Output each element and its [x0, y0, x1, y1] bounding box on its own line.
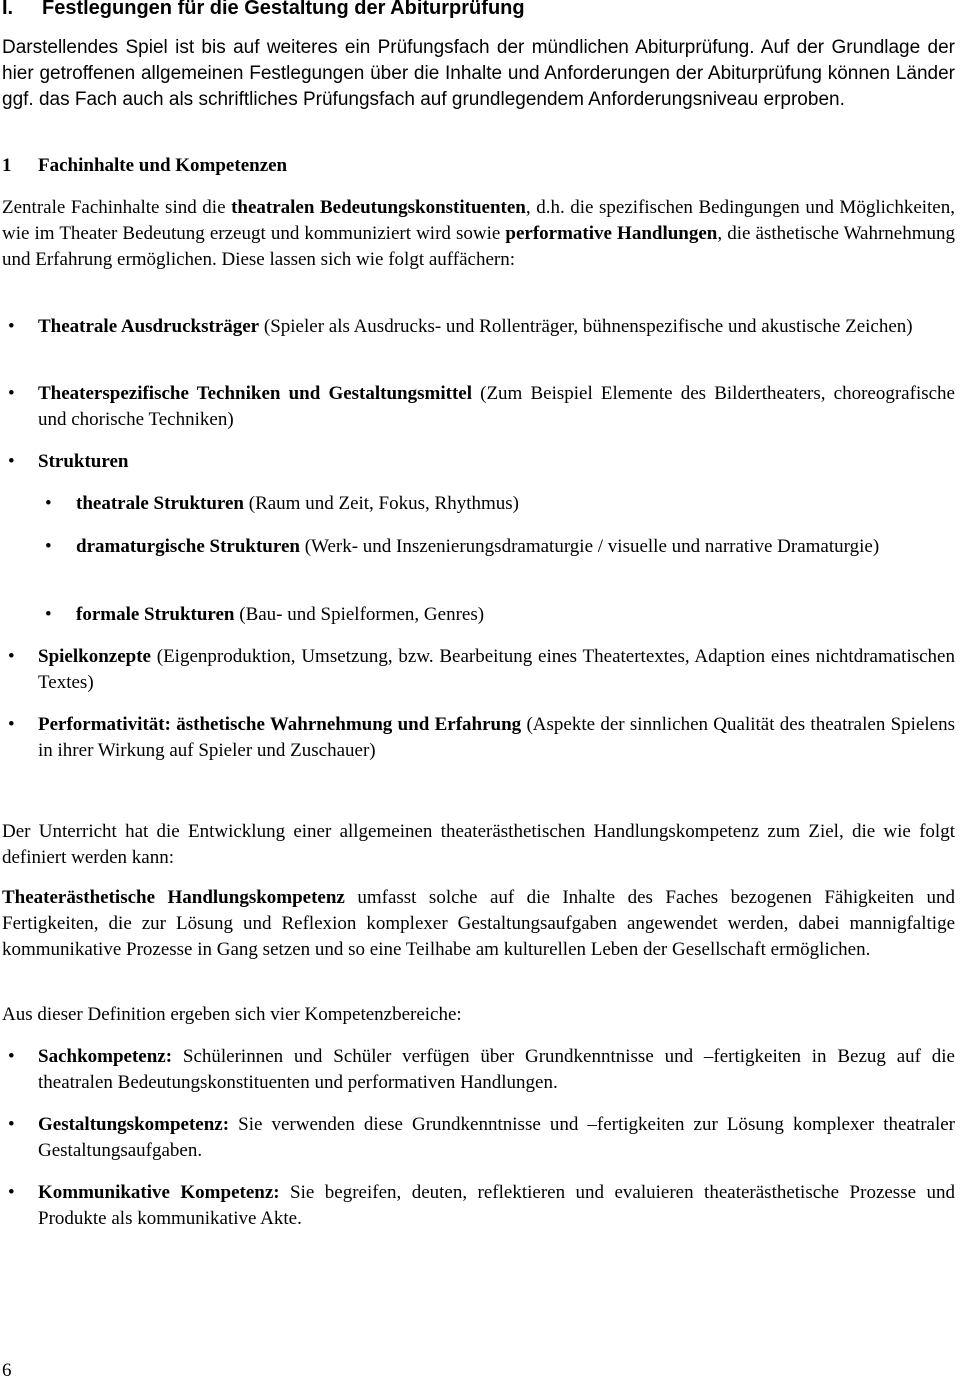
content-paragraph: Zentrale Fachinhalte sind die theatralen Bedeutungskonstituenten, d.h. die spezifischen Bedingungen und Möglichkeiten, wie im Theater Bedeutung erzeugt und kommuniziert wird sowie performative Handlungen, die ästhetische Wahrnehmung und Erfahrung ermöglichen. Diese lassen sich wie folgt auffächern:: [2, 197, 956, 270]
list-item: • Strukturen: [38, 449, 955, 475]
list-item: • Theatrale Ausdrucksträger (Spieler als Ausdrucks- und Rollenträger, bühnenspezifische und akustische Zeichen): [38, 314, 955, 340]
bullet-icon: •: [8, 383, 15, 404]
bullet-icon: •: [45, 536, 52, 557]
bullet-icon: •: [8, 714, 15, 735]
bullet-icon: •: [8, 646, 15, 667]
list-item: • Spielkonzepte (Eigenproduktion, Umsetzung, bzw. Bearbeitung eines Theatertextes, Adaption eines nichtdramatischen Textes): [8, 646, 955, 693]
bullet-icon: •: [8, 316, 15, 337]
bullet-icon: •: [45, 493, 52, 514]
list-item: • Theaterspezifische Techniken und Gestaltungsmittel (Zum Beispiel Elemente des Bildertheaters, choreografische und chorische Techniken): [8, 383, 955, 430]
bullet-icon: •: [8, 451, 15, 472]
competence-item: • Gestaltungskompetenz: Sie verwenden diese Grundkenntnisse und –fertigkeiten zur Lösung komplexer theatraler Gestaltungsaufgaben.: [8, 1114, 955, 1161]
competence-intro: Aus dieser Definition ergeben sich vier Kompetenzbereiche:: [2, 1004, 462, 1025]
bullet-icon: •: [45, 604, 52, 625]
chapter-heading: I. Festlegungen für die Gestaltung der Abiturprüfung: [2, 0, 525, 19]
sub-list-item: • theatrale Strukturen (Raum und Zeit, Fokus, Rhythmus): [76, 491, 955, 517]
sub-list-item: • formale Strukturen (Bau- und Spielformen, Genres): [76, 602, 955, 628]
page-number: 6: [2, 1360, 12, 1381]
list-item: • Performativität: ästhetische Wahrnehmung und Erfahrung (Aspekte der sinnlichen Qualität des theatralen Spielens in ihrer Wirkung auf Spieler und Zuschauer): [8, 714, 955, 761]
bullet-icon: •: [8, 1114, 15, 1135]
intro-paragraph: Darstellendes Spiel ist bis auf weiteres ein Prüfungsfach der mündlichen Abiturprüfung. Auf der Grundlage der hier getroffenen allgemeinen Festlegungen über die Inhalte und Anforderungen der Abiturprüfung können Länder ggf. das Fach auch als schriftliches Prüfungsfach auf grundlegendem Anforderungsniveau erproben.: [2, 37, 955, 110]
section-heading: 1 Fachinhalte und Kompetenzen: [2, 155, 288, 176]
bullet-icon: •: [8, 1046, 15, 1067]
bullet-icon: •: [8, 1182, 15, 1203]
definition-paragraph: Theaterästhetische Handlungskompetenz umfasst solche auf die Inhalte des Faches bezogenen Fähigkeiten und Fertigkeiten, die zur Lösung und Reflexion komplexer Gestaltungsaufgaben angewendet werden, dabei mannigfaltige kommunikative Prozesse in Gang setzen und so eine Teilhabe am kulturellen Leben der Gesellschaft ermöglichen.: [2, 887, 955, 960]
goal-paragraph: Der Unterricht hat die Entwicklung einer allgemeinen theaterästhetischen Handlungskompetenz zum Ziel, die wie folgt definiert werden kann:: [2, 821, 955, 868]
sub-list-item: • dramaturgische Strukturen (Werk- und Inszenierungsdramaturgie / visuelle und narrative Dramaturgie): [76, 534, 955, 560]
competence-item: • Kommunikative Kompetenz: Sie begreifen, deuten, reflektieren und evaluieren theaterästhetische Prozesse und Produkte als kommunikative Akte.: [8, 1182, 955, 1229]
competence-item: • Sachkompetenz: Schülerinnen und Schüler verfügen über Grundkenntnisse und –fertigkeiten in Bezug auf die theatralen Bedeutungskonstituenten und performativen Handlungen.: [8, 1046, 955, 1093]
